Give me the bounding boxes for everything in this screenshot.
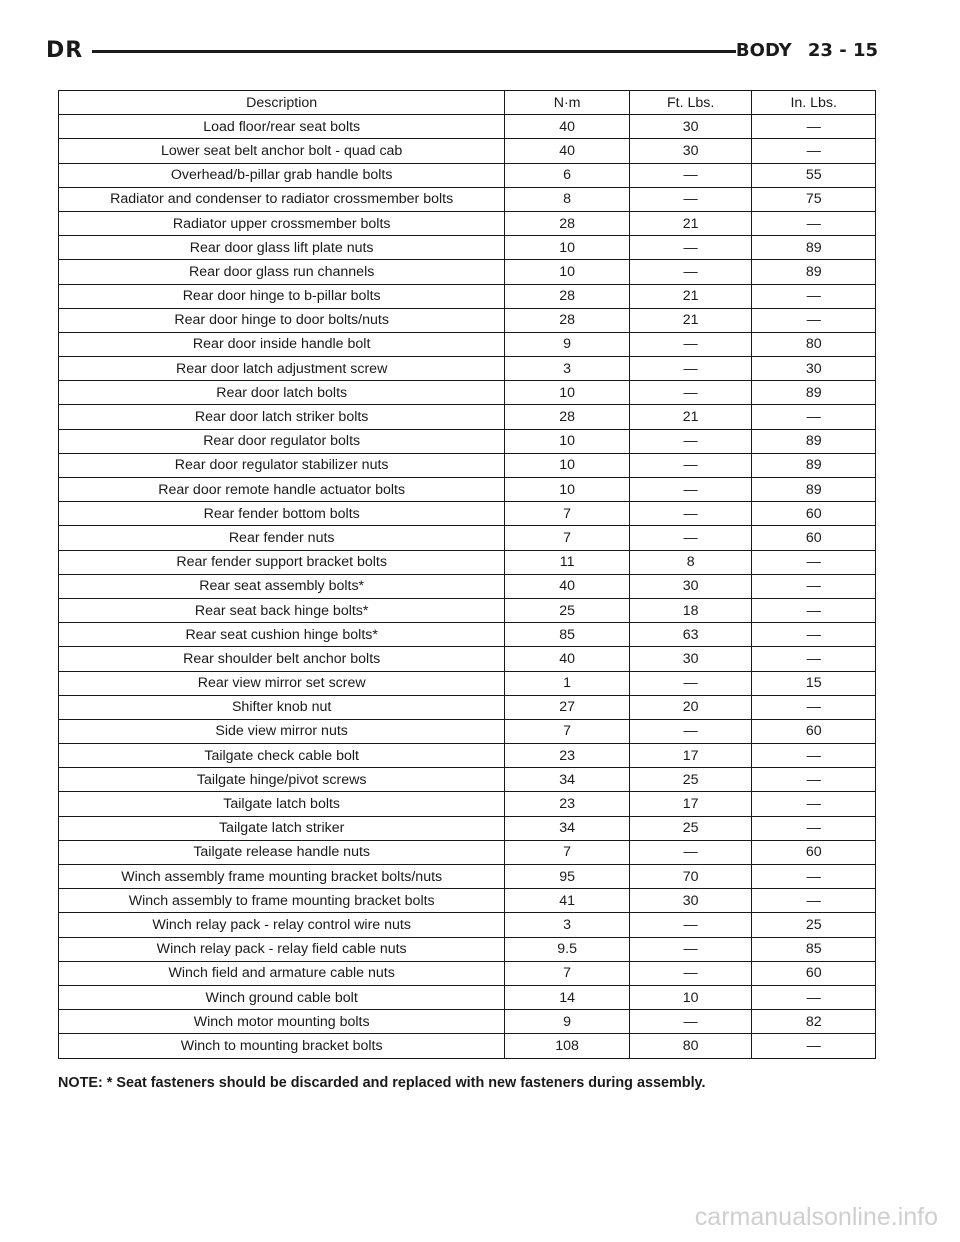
header-section-page	[726, 40, 878, 61]
cell-in-lbs: 89	[752, 453, 876, 477]
cell-description: Tailgate latch bolts	[59, 792, 505, 816]
cell-ft-lbs: —	[629, 937, 752, 961]
cell-in-lbs: —	[752, 405, 876, 429]
table-row	[59, 865, 876, 889]
cell-in-lbs: —	[752, 768, 876, 792]
cell-in-lbs: —	[752, 550, 876, 574]
cell-description: Rear view mirror set screw	[59, 671, 505, 695]
cell-ft-lbs: 30	[629, 574, 752, 598]
table-row	[59, 187, 876, 211]
cell-ft-lbs: —	[629, 913, 752, 937]
table-row	[59, 671, 876, 695]
cell-description: Radiator upper crossmember bolts	[59, 211, 505, 235]
cell-in-lbs: 60	[752, 961, 876, 985]
cell-nm: 10	[505, 260, 630, 284]
cell-in-lbs: —	[752, 115, 876, 139]
cell-in-lbs: 60	[752, 719, 876, 743]
cell-description: Winch assembly to frame mounting bracket bolts	[59, 889, 505, 913]
table-row	[59, 647, 876, 671]
cell-ft-lbs: —	[629, 357, 752, 381]
column-header-in-lbs: In. Lbs.	[752, 91, 876, 115]
cell-nm: 3	[505, 357, 630, 381]
cell-description: Rear shoulder belt anchor bolts	[59, 647, 505, 671]
cell-ft-lbs: 70	[629, 865, 752, 889]
cell-nm: 40	[505, 115, 630, 139]
cell-ft-lbs: —	[629, 840, 752, 864]
cell-in-lbs: 25	[752, 913, 876, 937]
cell-description: Winch relay pack - relay control wire nuts	[59, 913, 505, 937]
cell-nm: 40	[505, 139, 630, 163]
cell-ft-lbs: —	[629, 502, 752, 526]
cell-description: Rear fender bottom bolts	[59, 502, 505, 526]
table-row	[59, 526, 876, 550]
cell-description: Rear seat back hinge bolts*	[59, 598, 505, 622]
cell-description: Rear door glass run channels	[59, 260, 505, 284]
cell-ft-lbs: —	[629, 478, 752, 502]
cell-ft-lbs: 30	[629, 139, 752, 163]
cell-description: Rear door inside handle bolt	[59, 332, 505, 356]
cell-description: Winch motor mounting bolts	[59, 1010, 505, 1034]
cell-nm: 40	[505, 574, 630, 598]
cell-in-lbs: —	[752, 985, 876, 1009]
table-row	[59, 1034, 876, 1058]
cell-description: Rear door remote handle actuator bolts	[59, 478, 505, 502]
table-row	[59, 115, 876, 139]
cell-nm: 10	[505, 478, 630, 502]
cell-in-lbs: 80	[752, 332, 876, 356]
table-row	[59, 163, 876, 187]
cell-in-lbs: 89	[752, 478, 876, 502]
cell-description: Rear door latch striker bolts	[59, 405, 505, 429]
table-row	[59, 913, 876, 937]
cell-ft-lbs: —	[629, 332, 752, 356]
cell-ft-lbs: —	[629, 671, 752, 695]
table-row	[59, 623, 876, 647]
cell-nm: 108	[505, 1034, 630, 1058]
cell-in-lbs: —	[752, 792, 876, 816]
cell-ft-lbs: 20	[629, 695, 752, 719]
cell-description: Radiator and condenser to radiator crossmember bolts	[59, 187, 505, 211]
cell-ft-lbs: —	[629, 1010, 752, 1034]
cell-description: Rear door glass lift plate nuts	[59, 236, 505, 260]
table-row	[59, 695, 876, 719]
cell-in-lbs: —	[752, 889, 876, 913]
table-row	[59, 284, 876, 308]
table-row	[59, 357, 876, 381]
column-header-ft-lbs: Ft. Lbs.	[629, 91, 752, 115]
cell-in-lbs: 89	[752, 381, 876, 405]
cell-nm: 7	[505, 840, 630, 864]
cell-ft-lbs: 21	[629, 308, 752, 332]
cell-nm: 10	[505, 429, 630, 453]
table-row	[59, 985, 876, 1009]
cell-in-lbs: 89	[752, 236, 876, 260]
cell-ft-lbs: —	[629, 260, 752, 284]
cell-ft-lbs: 25	[629, 816, 752, 840]
cell-in-lbs: —	[752, 744, 876, 768]
cell-nm: 95	[505, 865, 630, 889]
cell-description: Side view mirror nuts	[59, 719, 505, 743]
cell-nm: 28	[505, 211, 630, 235]
cell-nm: 28	[505, 284, 630, 308]
cell-ft-lbs: 80	[629, 1034, 752, 1058]
column-header-description: Description	[59, 91, 505, 115]
cell-nm: 10	[505, 381, 630, 405]
table-row	[59, 816, 876, 840]
cell-description: Tailgate release handle nuts	[59, 840, 505, 864]
cell-ft-lbs: 17	[629, 792, 752, 816]
cell-ft-lbs: —	[629, 163, 752, 187]
cell-description: Load floor/rear seat bolts	[59, 115, 505, 139]
cell-nm: 9	[505, 1010, 630, 1034]
cell-ft-lbs: —	[629, 381, 752, 405]
cell-nm: 23	[505, 792, 630, 816]
cell-description: Winch field and armature cable nuts	[59, 961, 505, 985]
table-row	[59, 889, 876, 913]
cell-ft-lbs: 17	[629, 744, 752, 768]
cell-nm: 85	[505, 623, 630, 647]
table-row	[59, 211, 876, 235]
cell-nm: 1	[505, 671, 630, 695]
cell-ft-lbs: —	[629, 453, 752, 477]
cell-nm: 8	[505, 187, 630, 211]
cell-nm: 10	[505, 453, 630, 477]
table-row	[59, 332, 876, 356]
cell-nm: 34	[505, 768, 630, 792]
cell-nm: 14	[505, 985, 630, 1009]
cell-in-lbs: 30	[752, 357, 876, 381]
cell-ft-lbs: 25	[629, 768, 752, 792]
cell-description: Tailgate hinge/pivot screws	[59, 768, 505, 792]
cell-in-lbs: —	[752, 623, 876, 647]
cell-description: Rear fender support bracket bolts	[59, 550, 505, 574]
table-row	[59, 260, 876, 284]
cell-description: Winch to mounting bracket bolts	[59, 1034, 505, 1058]
cell-in-lbs: 89	[752, 260, 876, 284]
column-header-nm: N·m	[505, 91, 630, 115]
cell-nm: 10	[505, 236, 630, 260]
cell-in-lbs: 55	[752, 163, 876, 187]
table-row	[59, 598, 876, 622]
cell-ft-lbs: —	[629, 719, 752, 743]
cell-ft-lbs: —	[629, 236, 752, 260]
table-row	[59, 719, 876, 743]
cell-ft-lbs: 30	[629, 115, 752, 139]
cell-in-lbs: —	[752, 139, 876, 163]
cell-in-lbs: —	[752, 598, 876, 622]
table-row	[59, 744, 876, 768]
table-row	[59, 236, 876, 260]
cell-in-lbs: 60	[752, 840, 876, 864]
cell-nm: 7	[505, 719, 630, 743]
cell-description: Rear door regulator stabilizer nuts	[59, 453, 505, 477]
cell-nm: 40	[505, 647, 630, 671]
cell-nm: 9	[505, 332, 630, 356]
cell-nm: 11	[505, 550, 630, 574]
table-row	[59, 429, 876, 453]
table-row	[59, 502, 876, 526]
cell-nm: 28	[505, 405, 630, 429]
cell-ft-lbs: —	[629, 526, 752, 550]
table-row	[59, 768, 876, 792]
cell-in-lbs: 60	[752, 502, 876, 526]
cell-in-lbs: —	[752, 695, 876, 719]
table-row	[59, 405, 876, 429]
table-row	[59, 139, 876, 163]
seat-fastener-note: NOTE: * Seat fasteners should be discarded and replaced with new fasteners during assembly.	[58, 1075, 706, 1091]
table-header-row	[59, 91, 876, 115]
cell-in-lbs: —	[752, 284, 876, 308]
cell-nm: 41	[505, 889, 630, 913]
cell-in-lbs: 75	[752, 187, 876, 211]
cell-in-lbs: —	[752, 816, 876, 840]
cell-in-lbs: 60	[752, 526, 876, 550]
page-header	[46, 38, 878, 66]
table-row	[59, 453, 876, 477]
cell-nm: 25	[505, 598, 630, 622]
table-row	[59, 840, 876, 864]
cell-description: Lower seat belt anchor bolt - quad cab	[59, 139, 505, 163]
cell-in-lbs: —	[752, 211, 876, 235]
cell-description: Tailgate check cable bolt	[59, 744, 505, 768]
cell-description: Rear door hinge to b-pillar bolts	[59, 284, 505, 308]
cell-description: Winch ground cable bolt	[59, 985, 505, 1009]
cell-ft-lbs: 30	[629, 647, 752, 671]
table-row	[59, 381, 876, 405]
cell-ft-lbs: —	[629, 429, 752, 453]
header-rule	[92, 50, 736, 53]
table-row	[59, 574, 876, 598]
cell-ft-lbs: 10	[629, 985, 752, 1009]
cell-nm: 3	[505, 913, 630, 937]
cell-description: Winch relay pack - relay field cable nuts	[59, 937, 505, 961]
table-row	[59, 308, 876, 332]
cell-description: Rear door latch adjustment screw	[59, 357, 505, 381]
cell-nm: 9.5	[505, 937, 630, 961]
cell-in-lbs: 15	[752, 671, 876, 695]
cell-ft-lbs: —	[629, 187, 752, 211]
cell-description: Rear fender nuts	[59, 526, 505, 550]
cell-nm: 23	[505, 744, 630, 768]
cell-in-lbs: —	[752, 647, 876, 671]
cell-ft-lbs: 30	[629, 889, 752, 913]
cell-in-lbs: 82	[752, 1010, 876, 1034]
cell-ft-lbs: 18	[629, 598, 752, 622]
cell-nm: 7	[505, 502, 630, 526]
table-row	[59, 478, 876, 502]
cell-description: Rear door hinge to door bolts/nuts	[59, 308, 505, 332]
cell-in-lbs: —	[752, 865, 876, 889]
cell-ft-lbs: —	[629, 961, 752, 985]
cell-ft-lbs: 21	[629, 284, 752, 308]
table-row	[59, 792, 876, 816]
cell-nm: 34	[505, 816, 630, 840]
cell-description: Shifter knob nut	[59, 695, 505, 719]
table-row	[59, 550, 876, 574]
cell-ft-lbs: 8	[629, 550, 752, 574]
section-title: BODY	[735, 40, 792, 61]
cell-nm: 28	[505, 308, 630, 332]
manual-code: DR	[46, 38, 84, 63]
watermark: carmanualsonline.info	[694, 1203, 938, 1231]
cell-ft-lbs: 63	[629, 623, 752, 647]
cell-description: Rear door regulator bolts	[59, 429, 505, 453]
cell-description: Rear door latch bolts	[59, 381, 505, 405]
cell-in-lbs: —	[752, 574, 876, 598]
page-number: 23 - 15	[807, 40, 878, 61]
torque-spec-table	[58, 90, 876, 1059]
cell-ft-lbs: 21	[629, 211, 752, 235]
table-row	[59, 937, 876, 961]
cell-ft-lbs: 21	[629, 405, 752, 429]
cell-description: Overhead/b-pillar grab handle bolts	[59, 163, 505, 187]
cell-in-lbs: 89	[752, 429, 876, 453]
cell-description: Winch assembly frame mounting bracket bolts/nuts	[59, 865, 505, 889]
cell-in-lbs: —	[752, 308, 876, 332]
cell-description: Tailgate latch striker	[59, 816, 505, 840]
cell-nm: 6	[505, 163, 630, 187]
cell-in-lbs: —	[752, 1034, 876, 1058]
cell-nm: 7	[505, 961, 630, 985]
cell-in-lbs: 85	[752, 937, 876, 961]
table-row	[59, 1010, 876, 1034]
cell-description: Rear seat cushion hinge bolts*	[59, 623, 505, 647]
cell-description: Rear seat assembly bolts*	[59, 574, 505, 598]
cell-nm: 27	[505, 695, 630, 719]
table-row	[59, 961, 876, 985]
cell-nm: 7	[505, 526, 630, 550]
